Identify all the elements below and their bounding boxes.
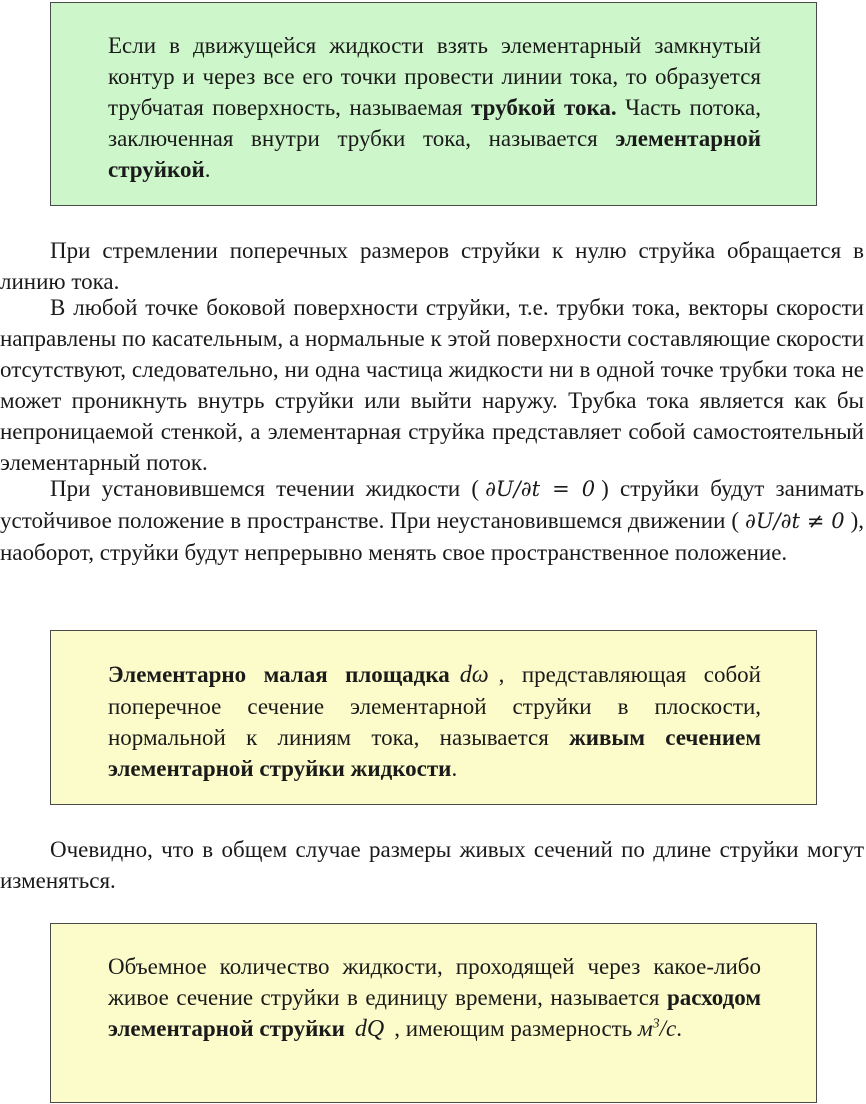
- text-segment: .: [204, 157, 211, 182]
- text-segment: При установившемся течении жидкости (: [50, 476, 480, 501]
- definition-box-flow-rate: [50, 923, 817, 1103]
- paragraph-stream-to-line: При стремлении поперечных размеров струйки к нулю струйка обращается в линию тока.: [0, 238, 864, 294]
- text-segment: Часть потока, заключенная внутри трубки тока, называется: [108, 95, 761, 151]
- paragraph-lateral-surface: В любой точке боковой поверхности струйки, т.е. трубки тока, векторы скорости направлены по касательным, а нормальные к этой поверхности составляющие скорости отсутствуют, следовательно, ни одна частица жидкости ни в одной точке трубки тока не может проникнуть внутрь струйки или выйти наружу. Трубка тока является как бы непроницаемой стенкой, а элементарная струйка представляет собой самостоятельный элементарный поток.: [0, 295, 864, 475]
- term-elementary-stream: элементарной струйкой: [108, 126, 761, 182]
- symbol-d-omega: dω: [459, 662, 489, 688]
- text-segment: , представляющая собой поперечное сечение элементарной струйки в плоскости, нормальной к линиям тока, называется: [108, 662, 761, 750]
- definition-box-cross-section: [50, 630, 817, 805]
- text-segment: ) струйки будут занимать устойчивое положение в пространстве. При неустановившемся движении (: [0, 476, 864, 533]
- term-stream-tube: трубкой тока.: [471, 95, 617, 120]
- paragraph-section-sizes: Очевидно, что в общем случае размеры живых сечений по длине струйки могут изменяться.: [0, 837, 864, 893]
- text-segment: , имеющим размерность: [394, 1016, 638, 1041]
- unit-per-second: /с: [659, 1016, 677, 1041]
- unit-m: м: [637, 1016, 653, 1041]
- unit-exponent: 3: [652, 1016, 660, 1032]
- symbol-d-q: dQ: [354, 1016, 385, 1042]
- text-segment: Если в движущейся жидкости взять элементарный замкнутый контур и через все его точки провести линии тока, то образуется трубчатая поверхность, называемая: [108, 33, 761, 120]
- unit-cubic-meter: [638, 1016, 676, 1041]
- formula-unsteady: ∂U/∂t ≠ 0: [745, 509, 845, 533]
- text-segment: .: [451, 756, 458, 781]
- definition-text-flow-rate: [108, 951, 761, 1045]
- definition-text-stream-tube: [108, 30, 761, 185]
- text-segment: Объемное количество жидкости, проходящей через какое-либо живое сечение струйки в единицу времени, называется: [108, 954, 761, 1010]
- formula-steady: ∂U/∂t = 0: [485, 477, 596, 501]
- paragraph-steady-flow: [0, 473, 864, 568]
- term-elementary-area: Элементарно малая площадка: [108, 662, 450, 687]
- term-flow-rate: расходом элементарной струйки: [108, 985, 761, 1041]
- definition-text-cross-section: [108, 659, 761, 784]
- text-segment: ), наоборот, струйки будут непрерывно менять свое пространственное положение.: [0, 508, 864, 565]
- definition-box-stream-tube: [50, 2, 817, 206]
- term-live-section: живым сечением элементарной струйки жидкости: [108, 725, 761, 781]
- text-segment: .: [676, 1016, 683, 1041]
